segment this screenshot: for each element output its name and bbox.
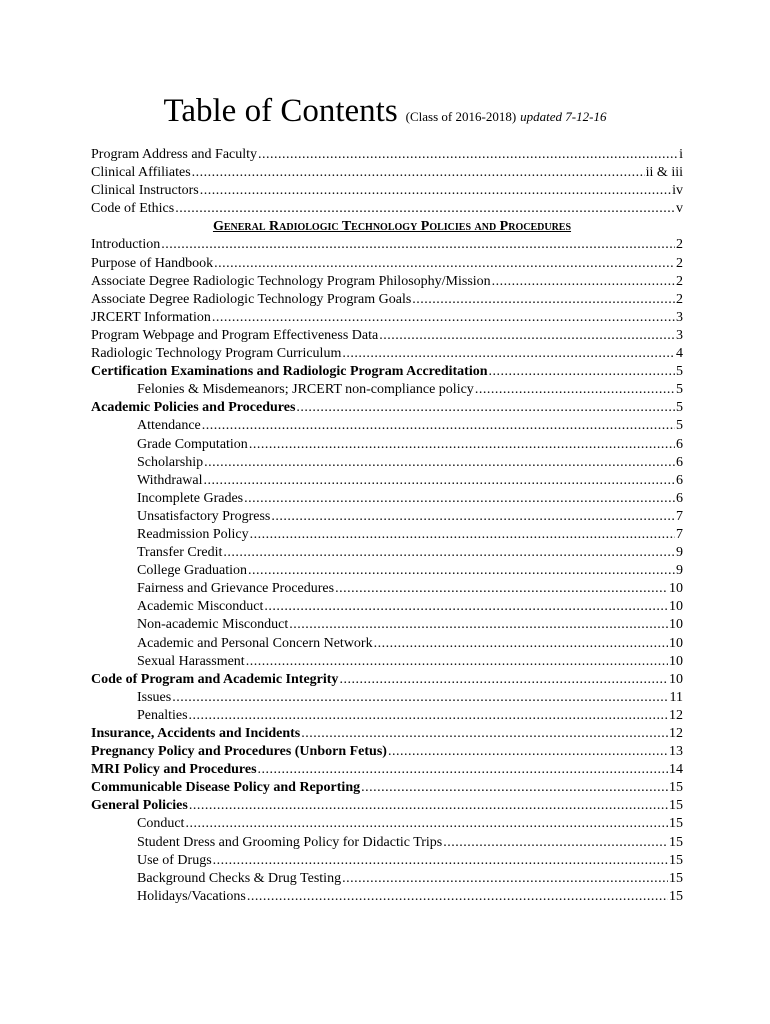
- dot-leader: [189, 797, 668, 815]
- toc-page-number: 7: [676, 526, 683, 542]
- toc-entry: [91, 779, 683, 797]
- toc-page-number: ii & iii: [645, 165, 683, 181]
- toc-page-number: 10: [669, 599, 683, 615]
- updated-date-label: updated 7-12-16: [520, 109, 607, 124]
- toc-entry-label: Issues: [137, 689, 172, 705]
- toc-page-number: 9: [676, 545, 683, 561]
- toc-entry-label: Introduction: [91, 237, 161, 253]
- toc-entry-label: Withdrawal: [137, 472, 203, 488]
- toc-page-number: 10: [669, 617, 683, 633]
- toc-entry-label: Incomplete Grades: [137, 490, 244, 506]
- toc-page-number: 15: [669, 834, 683, 850]
- toc-subentry: [91, 888, 683, 906]
- toc-subentry: [91, 852, 683, 870]
- toc-entry-label: Code of Ethics: [91, 201, 175, 217]
- toc-entry-label: College Graduation: [137, 563, 248, 579]
- toc-entry-label: Pregnancy Policy and Procedures (Unborn Fetus): [91, 744, 387, 760]
- dot-leader: [248, 562, 675, 580]
- toc-title-row: [0, 93, 770, 130]
- toc-page-number: 12: [669, 707, 683, 723]
- toc-entry-label: Felonies & Misdemeanors; JRCERT non-compliance policy: [137, 382, 474, 398]
- dot-leader: [247, 888, 668, 906]
- toc-page-number: 6: [676, 472, 683, 488]
- toc-entry: [91, 182, 683, 200]
- toc-entry: [91, 725, 683, 743]
- toc-page-number: 6: [676, 490, 683, 506]
- toc-subentry: [91, 490, 683, 508]
- toc-subentry: [91, 815, 683, 833]
- dot-leader: [335, 580, 668, 598]
- dot-leader: [379, 327, 675, 345]
- dot-leader: [246, 653, 668, 671]
- toc-page-number: 3: [676, 327, 683, 343]
- toc-entry: [91, 164, 683, 182]
- toc-entry-label: Use of Drugs: [137, 852, 212, 868]
- toc-subentry: [91, 436, 683, 454]
- toc-page-number: 2: [676, 291, 683, 307]
- dot-leader: [361, 779, 668, 797]
- toc-entry-label: Attendance: [137, 418, 201, 434]
- toc-subentry: [91, 526, 683, 544]
- toc-page-number: 2: [676, 255, 683, 271]
- dot-leader: [192, 164, 645, 182]
- toc-entry-label: Insurance, Accidents and Incidents: [91, 726, 301, 741]
- toc-page-number: 14: [669, 762, 683, 778]
- dot-leader: [492, 273, 675, 291]
- toc-entry-label: Student Dress and Grooming Policy for Didactic Trips: [137, 834, 443, 850]
- dot-leader: [271, 508, 675, 526]
- toc-entry-label: Academic Misconduct: [137, 599, 264, 615]
- dot-leader: [475, 381, 675, 399]
- dot-leader: [213, 852, 668, 870]
- toc-entry-label: Purpose of Handbook: [91, 255, 214, 271]
- toc-entry: [91, 399, 683, 417]
- dot-leader: [200, 182, 671, 200]
- toc-subentry: [91, 707, 683, 725]
- toc-subentry: [91, 834, 683, 852]
- toc-entry-label: Grade Computation: [137, 436, 248, 452]
- toc-page-number: 2: [676, 237, 683, 253]
- toc-page-number: 5: [676, 418, 683, 434]
- dot-leader: [374, 635, 668, 653]
- dot-leader: [244, 490, 675, 508]
- toc-page-number: 3: [676, 309, 683, 325]
- toc-entry-label: Transfer Credit: [137, 545, 223, 561]
- dot-leader: [296, 399, 675, 417]
- toc-page-number: 11: [669, 689, 683, 705]
- toc-entry-label: Sexual Harassment: [137, 653, 245, 669]
- dot-leader: [342, 345, 675, 363]
- toc-page-number: 6: [676, 436, 683, 452]
- toc-entry: [91, 309, 683, 327]
- toc-entry-label: Associate Degree Radiologic Technology Program Philosophy/Mission: [91, 273, 491, 289]
- toc-subentry: [91, 454, 683, 472]
- toc-entry-label: Program Webpage and Program Effectiveness Data: [91, 327, 379, 343]
- toc-entry: [91, 291, 683, 309]
- toc-entry-label: Background Checks & Drug Testing: [137, 870, 342, 886]
- toc-entry-label: Certification Examinations and Radiologic Program Accreditation: [91, 364, 488, 380]
- toc-page-number: 15: [669, 816, 683, 832]
- toc-entry-label: Readmission Policy: [137, 526, 249, 542]
- toc-page-number: 7: [676, 508, 683, 524]
- toc-page-number: iv: [672, 183, 683, 199]
- toc-entry-label: Conduct: [137, 816, 185, 832]
- toc-subentry: [91, 616, 683, 634]
- toc-entry-label: Clinical Instructors: [91, 183, 199, 199]
- toc-entry-label: Code of Program and Academic Integrity: [91, 671, 339, 687]
- toc-entry-label: Scholarship: [137, 454, 204, 470]
- dot-leader: [339, 671, 668, 689]
- toc-page-number: 15: [669, 780, 683, 796]
- toc-page-number: 5: [676, 382, 683, 398]
- toc-page-number: 10: [669, 581, 683, 597]
- toc-entry-label: Non-academic Misconduct: [137, 617, 289, 633]
- dot-leader: [489, 363, 675, 381]
- toc-entry-label: Penalties: [137, 707, 188, 723]
- toc-entry: [91, 761, 683, 779]
- toc-subentry: [91, 544, 683, 562]
- dot-leader: [212, 309, 675, 327]
- toc-page-number: 9: [676, 563, 683, 579]
- toc-page-number: 10: [669, 635, 683, 651]
- toc-entry-label: Academic Policies and Procedures: [91, 400, 296, 416]
- dot-leader: [258, 761, 668, 779]
- dot-leader: [250, 526, 675, 544]
- toc-page-number: 6: [676, 454, 683, 470]
- toc-entry-label: Radiologic Technology Program Curriculum: [91, 346, 342, 362]
- toc-entry-label: Communicable Disease Policy and Reporting: [91, 780, 361, 796]
- toc-entry-label: MRI Policy and Procedures: [91, 762, 257, 778]
- dot-leader: [258, 146, 678, 164]
- toc-page-number: 15: [669, 888, 683, 904]
- toc-page-number: 2: [676, 273, 683, 289]
- toc-subentry: [91, 689, 683, 707]
- dot-leader: [223, 544, 675, 562]
- toc-subentry: [91, 472, 683, 490]
- toc-page-number: v: [676, 201, 683, 217]
- toc-subentry: [91, 508, 683, 526]
- toc-subentry: [91, 381, 683, 399]
- page-title: Table of Contents: [163, 93, 398, 129]
- toc-page-number: 12: [669, 726, 683, 741]
- toc-entry-label: Holidays/Vacations: [137, 888, 246, 904]
- toc-entry: [91, 797, 683, 815]
- dot-leader: [204, 454, 675, 472]
- toc-page-number: i: [679, 147, 683, 162]
- dot-leader: [185, 815, 668, 833]
- dot-leader: [264, 598, 668, 616]
- toc-page-number: 4: [676, 346, 683, 362]
- section-heading: General Radiologic Technology Policies and Procedures: [212, 219, 572, 235]
- toc-entry-label: Unsatisfactory Progress: [137, 508, 271, 524]
- toc-entry: [91, 671, 683, 689]
- toc-entry: [91, 345, 683, 363]
- dot-leader: [175, 200, 675, 218]
- toc-page-number: 5: [676, 364, 683, 380]
- toc-subentry: [91, 562, 683, 580]
- toc-subentry: [91, 417, 683, 435]
- toc-page-number: 10: [669, 653, 683, 669]
- dot-leader: [204, 472, 675, 490]
- toc-subentry: [91, 580, 683, 598]
- toc-page-number: 10: [669, 671, 683, 687]
- dot-leader: [342, 870, 668, 888]
- toc-entry-label: Academic and Personal Concern Network: [137, 635, 373, 651]
- dot-leader: [189, 707, 668, 725]
- toc-entry: [91, 255, 683, 273]
- toc-entry-label: Program Address and Faculty: [91, 147, 258, 162]
- dot-leader: [249, 436, 675, 454]
- toc-entry: [91, 363, 683, 381]
- toc-subentry: [91, 598, 683, 616]
- table-of-contents: [91, 146, 683, 906]
- toc-entry-label: Clinical Affiliates: [91, 165, 191, 181]
- dot-leader: [214, 255, 675, 273]
- toc-entry-label: Fairness and Grievance Procedures: [137, 581, 335, 597]
- toc-page-number: 15: [669, 852, 683, 868]
- toc-page-number: 5: [676, 400, 683, 416]
- toc-entry: [91, 200, 683, 218]
- dot-leader: [412, 291, 675, 309]
- dot-leader: [172, 689, 668, 707]
- toc-subentry: [91, 635, 683, 653]
- dot-leader: [301, 725, 668, 743]
- dot-leader: [202, 417, 675, 435]
- toc-entry: [91, 273, 683, 291]
- toc-subentry: [91, 870, 683, 888]
- dot-leader: [289, 616, 668, 634]
- toc-entry-label: Associate Degree Radiologic Technology Program Goals: [91, 291, 412, 307]
- toc-entry-label: General Policies: [91, 798, 188, 814]
- dot-leader: [388, 743, 668, 761]
- toc-entry: [91, 327, 683, 345]
- class-of-label: (Class of 2016-2018): [405, 109, 517, 124]
- toc-entry-label: JRCERT Information: [91, 309, 211, 325]
- dot-leader: [443, 834, 668, 852]
- toc-page-number: 15: [669, 870, 683, 886]
- toc-entry: [91, 743, 683, 761]
- toc-page-number: 13: [669, 744, 683, 760]
- toc-subentry: [91, 653, 683, 671]
- toc-entry: [91, 236, 683, 254]
- toc-entry: [91, 146, 683, 164]
- dot-leader: [161, 236, 675, 254]
- toc-page-number: 15: [669, 798, 683, 814]
